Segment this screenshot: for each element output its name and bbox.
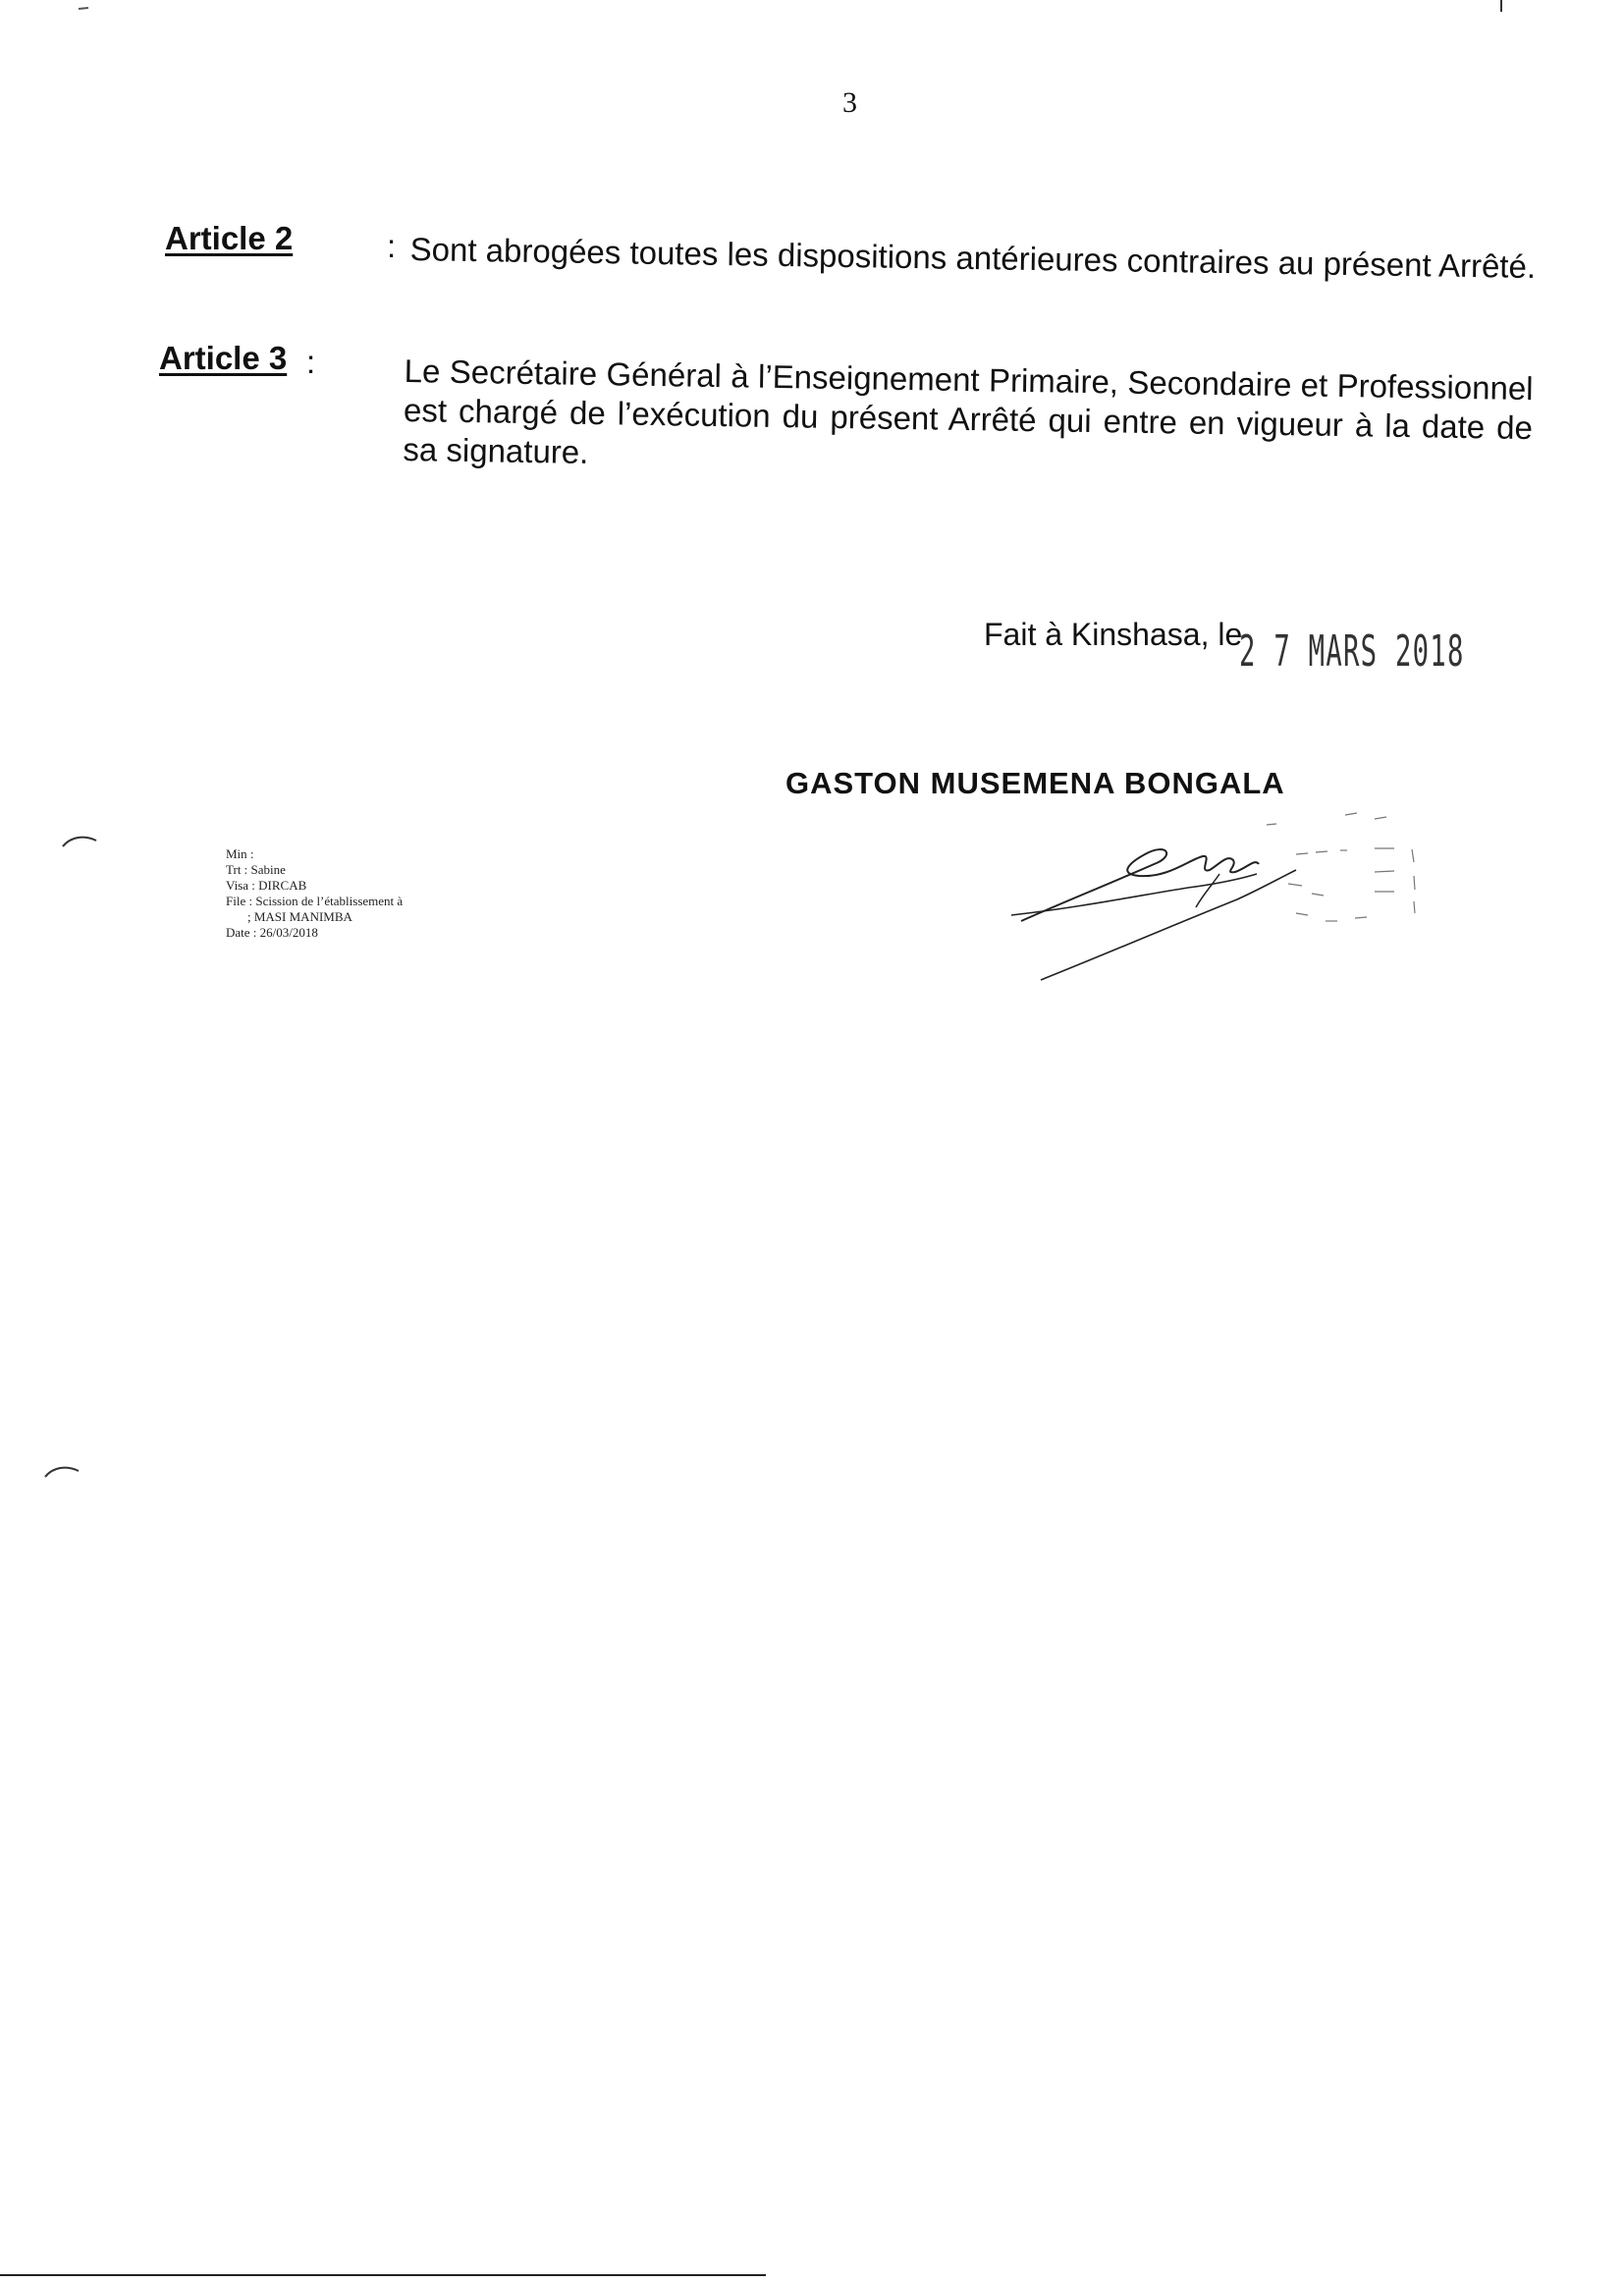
article-3-label: Article 3 xyxy=(159,340,288,376)
signatory-name: GASTON MUSEMENA BONGALA xyxy=(785,766,1285,800)
article-3-text: Le Secrétaire Général à l’Enseignement Primaire, Secondaire et Professionnel est chargé de l’exécution du présent Arrêté qui entre en vigueur à la date de sa signature. xyxy=(403,352,1534,470)
article-2-label: Article 2 xyxy=(165,220,294,256)
bottom-edge-line xyxy=(0,2274,766,2276)
place-date-prefix: Fait à Kinshasa, le xyxy=(984,617,1243,652)
article-3-separator: : xyxy=(306,344,316,380)
punch-mark-lower xyxy=(43,1461,82,1481)
article-2-separator: : xyxy=(387,228,397,264)
stamped-date: 2 7 MARS 2018 xyxy=(1239,626,1465,677)
memo-file-line2: ; MASI MANIMBA xyxy=(247,909,352,924)
memo-block xyxy=(226,846,403,941)
handwritten-signature xyxy=(1001,805,1453,982)
memo-visa: Visa : DIRCAB xyxy=(226,878,307,893)
memo-trt: Trt : Sabine xyxy=(226,862,286,877)
page-number: 3 xyxy=(842,86,857,119)
memo-min: Min : xyxy=(226,846,254,861)
scan-speck-top-left xyxy=(77,4,96,14)
memo-date: Date : 26/03/2018 xyxy=(226,925,318,940)
punch-mark-upper xyxy=(61,831,100,850)
scan-speck-top-right xyxy=(1498,0,1504,14)
memo-file-line1: File : Scission de l’établissement à xyxy=(226,894,404,908)
article-2-text: Sont abrogées toutes les dispositions antérieures contraires au présent Arrêté. xyxy=(409,230,1537,286)
